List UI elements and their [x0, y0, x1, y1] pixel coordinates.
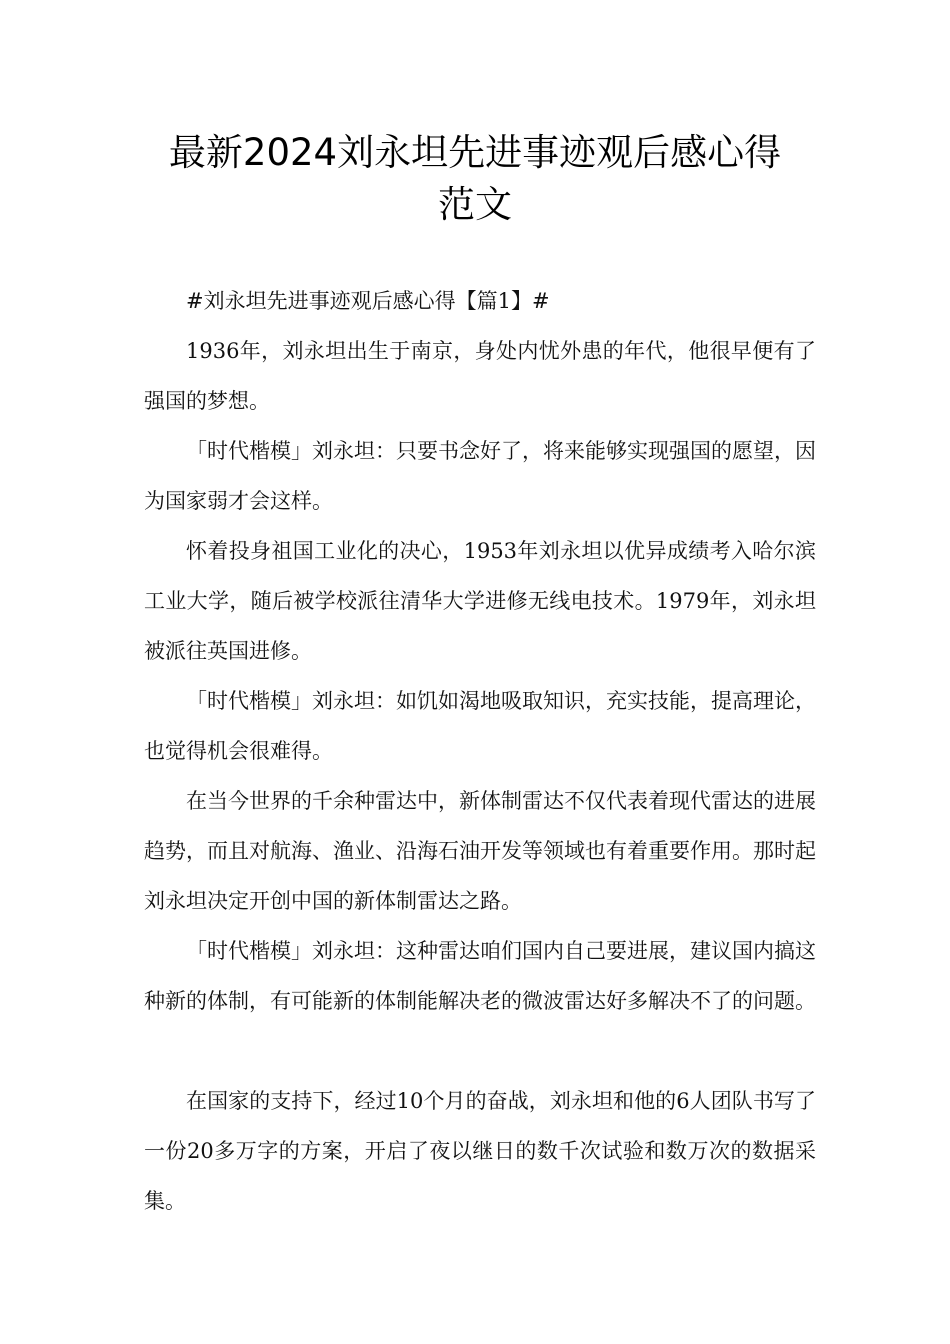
quote-paragraph-1: 「时代楷模」刘永坦：只要书念好了，将来能够实现强国的愿望，因为国家弱才会这样。	[144, 439, 816, 513]
body-paragraph-2: 怀着投身祖国工业化的决心，1953年刘永坦以优异成绩考入哈尔滨工业大学，随后被学校派往清华大学进修无线电技术。1979年，刘永坦被派往英国进修。	[144, 539, 816, 663]
quote-paragraph-2: 「时代楷模」刘永坦：如饥如渴地吸取知识，充实技能，提高理论，也觉得机会很难得。	[144, 689, 816, 763]
document-title-line-1: 最新2024刘永坦先进事迹观后感心得	[168, 131, 782, 174]
document-title-line-2: 范文	[438, 183, 512, 226]
section-heading: #刘永坦先进事迹观后感心得【篇1】#	[186, 289, 550, 313]
body-paragraph-4: 在国家的支持下，经过10个月的奋战，刘永坦和他的6人团队书写了一份20多万字的方案，开启了夜以继日的数千次试验和数万次的数据采集。	[144, 1089, 816, 1213]
body-paragraph-3: 在当今世界的千余种雷达中，新体制雷达不仅代表着现代雷达的进展趋势，而且对航海、渔业、沿海石油开发等领域也有着重要作用。那时起刘永坦决定开创中国的新体制雷达之路。	[144, 789, 816, 913]
body-paragraph-1: 1936年，刘永坦出生于南京，身处内忧外患的年代，他很早便有了强国的梦想。	[144, 339, 816, 413]
quote-paragraph-3: 「时代楷模」刘永坦：这种雷达咱们国内自己要进展，建议国内搞这种新的体制，有可能新的体制能解决老的微波雷达好多解决不了的问题。	[144, 939, 816, 1013]
